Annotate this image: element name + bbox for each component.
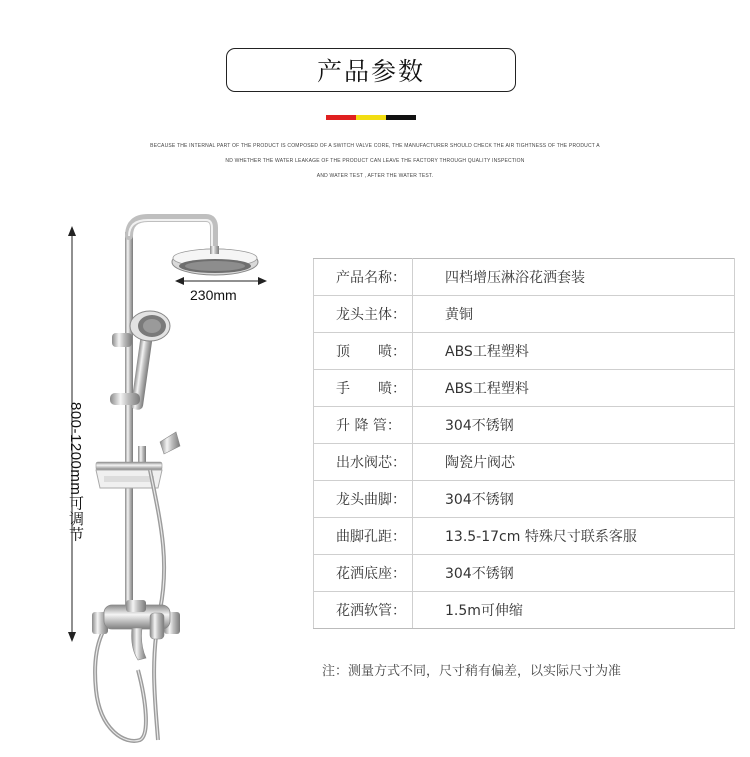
upper-holder [112,333,132,347]
table-row [314,444,735,481]
measurement-footnote: 注：测量方式不同，尺寸稍有偏差，以实际尺寸为准 [322,664,622,679]
spec-label: 龙头曲脚： [314,481,413,518]
shower-set-illustration [0,0,300,757]
flag-stripe-red [326,115,356,120]
flag-stripe [326,115,416,120]
bidet-sprayer [138,432,180,466]
spec-label: 出水阀芯： [314,444,413,481]
spec-table [313,258,735,629]
spec-value: 304不锈钢 [413,481,735,518]
table-row [314,592,735,629]
table-row [314,555,735,592]
spec-value: ABS工程塑料 [413,333,735,370]
spec-label: 龙头主体： [314,296,413,333]
mixer-valve [92,600,180,660]
height-range-label: 800-1200mm可调节 [67,402,84,542]
notice-line-1: BECAUSE THE INTERNAL PART OF THE PRODUCT IS COMPOSED OF A SWITCH VALVE CORE, THE MANUFACTURER SHOULD CHECK THE AIR TIGHTNESS OF THE PRODUCT A [150,143,600,149]
slide-bracket [110,393,140,405]
spec-value: 陶瓷片阀芯 [413,444,735,481]
spec-label: 曲脚孔距： [314,518,413,555]
spec-label: 花洒软管： [314,592,413,629]
table-row [314,481,735,518]
riser-pipe [125,232,133,617]
notice-line-2: ND WHETHER THE WATER LEAKAGE OF THE PRODUCT CAN LEAVE THE FACTORY THROUGH QUALITY INSPECTION [225,158,525,164]
table-row [314,370,735,407]
table-row [314,333,735,370]
overhead-arm [129,218,214,248]
table-row [314,259,735,296]
spec-value: 四档增压淋浴花洒套装 [413,259,735,296]
spec-label: 顶 喷： [314,333,413,370]
flag-stripe-black [386,115,416,120]
table-row [314,296,735,333]
flag-stripe-yellow [356,115,386,120]
spec-value: 黄铜 [413,296,735,333]
head-width-label: 230mm [190,287,237,303]
spec-value: ABS工程塑料 [413,370,735,407]
spec-label: 花洒底座： [314,555,413,592]
overhead-shower-head [172,246,258,275]
page-title: 产品参数 [226,48,516,92]
spec-value: 1.5m可伸缩 [413,592,735,629]
width-dimension-arrow [175,277,267,285]
table-row [314,518,735,555]
spec-label: 升 降 管： [314,407,413,444]
spec-value: 304不锈钢 [413,407,735,444]
table-row [314,407,735,444]
spec-value: 13.5-17cm 特殊尺寸联系客服 [413,518,735,555]
notice-line-3: AND WATER TEST , AFTER THE WATER TEST. [316,173,434,179]
spec-label: 手 喷： [314,370,413,407]
spec-label: 产品名称： [314,259,413,296]
spec-value: 304不锈钢 [413,555,735,592]
